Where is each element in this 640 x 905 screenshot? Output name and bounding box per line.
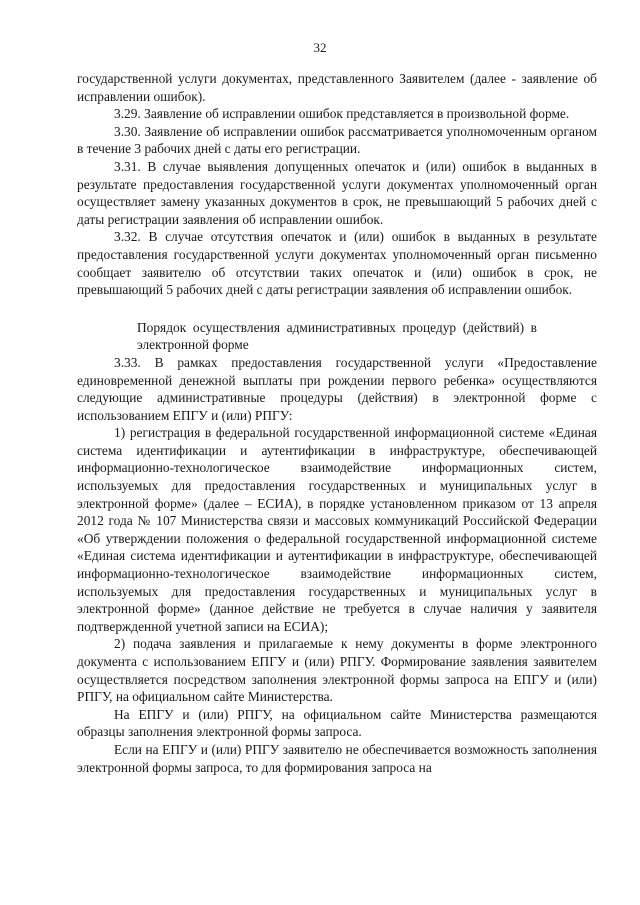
paragraph-3-29: 3.29. Заявление об исправлении ошибок представляется в произвольной форме. bbox=[114, 106, 570, 122]
paragraph-3-31: 3.31. В случае выявления допущенных опечаток и (или) ошибок в выданных в результате предоставления государственной услуги документах уполномоченный орган осуществляет замену указанных документов в срок, не превышающий 5 рабочих дней с даты регистрации заявления об исправлении ошибок. bbox=[77, 158, 597, 227]
paragraph-3-33: 3.33. В рамках предоставления государственной услуги «Предоставление единовременной денежной выплаты при рождении первого ребенка» осуществляются следующие административные процедуры (действия) в электронной форме с использованием ЕПГУ и (или) РПГУ: bbox=[77, 354, 597, 423]
paragraph-continuation: государственной услуги документах, представленного Заявителем (далее - заявление об исправлении ошибок). bbox=[77, 71, 597, 104]
page-number: 32 bbox=[313, 40, 327, 55]
list-item-2: 2) подача заявления и прилагаемые к нему документы в форме электронного документа с использованием ЕПГУ и (или) РПГУ. Формирование заявления заявителем осуществляется посредством заполнения электронной формы запроса на ЕПГУ и (или) РПГУ, на официальном сайте Министерства. bbox=[77, 636, 597, 705]
paragraph-samples: На ЕПГУ и (или) РПГУ, на официальном сайте Министерства размещаются образцы заполнения электронной формы запроса. bbox=[77, 706, 597, 740]
paragraph-3-32: 3.32. В случае отсутствия опечаток и (или) ошибок в выданных в результате предоставления государственной услуги документах уполномоченный орган письменно сообщает заявителю об отсутствии таких опечаток и (или) ошибок в срок, не превышающий 5 рабочих дней с даты регистрации заявления об исправлении ошибок. bbox=[77, 229, 597, 298]
paragraph-if-not-available: Если на ЕПГУ и (или) РПГУ заявителю не обеспечивается возможность заполнения электронной формы запроса, то для формирования запроса на bbox=[77, 741, 597, 775]
section-heading: Порядок осуществления административных процедур (действий) в электронной форме bbox=[137, 319, 537, 353]
list-item-1: 1) регистрация в федеральной государственной информационной системе «Единая система идентификации и аутентификации в инфраструктуре, обеспечивающей информационно-технологическое взаимодействие информационных систем, используемых для предоставления государственных и муниципальных услуг в электронной форме» (далее – ЕСИА), в порядке установленном приказом от 13 апреля 2012 года № 107 Министерства связи и массовых коммуникаций Российской Федерации «Об утверждении положения о федеральной государственной информационной системе «Единая система идентификации и аутентификации в инфраструктуре, обеспечивающей информационно-технологическое взаимодействие информационных систем, используемых для предоставления государственных и муниципальных услуг в электронной форме» (данное действие не требуется в случае наличия у заявителя подтвержденной учетной записи на ЕСИА); bbox=[77, 425, 597, 634]
paragraph-3-30: 3.30. Заявление об исправлении ошибок рассматривается уполномоченным органом в течение 3 рабочих дней с даты его регистрации. bbox=[77, 123, 597, 157]
document-body bbox=[77, 70, 597, 776]
